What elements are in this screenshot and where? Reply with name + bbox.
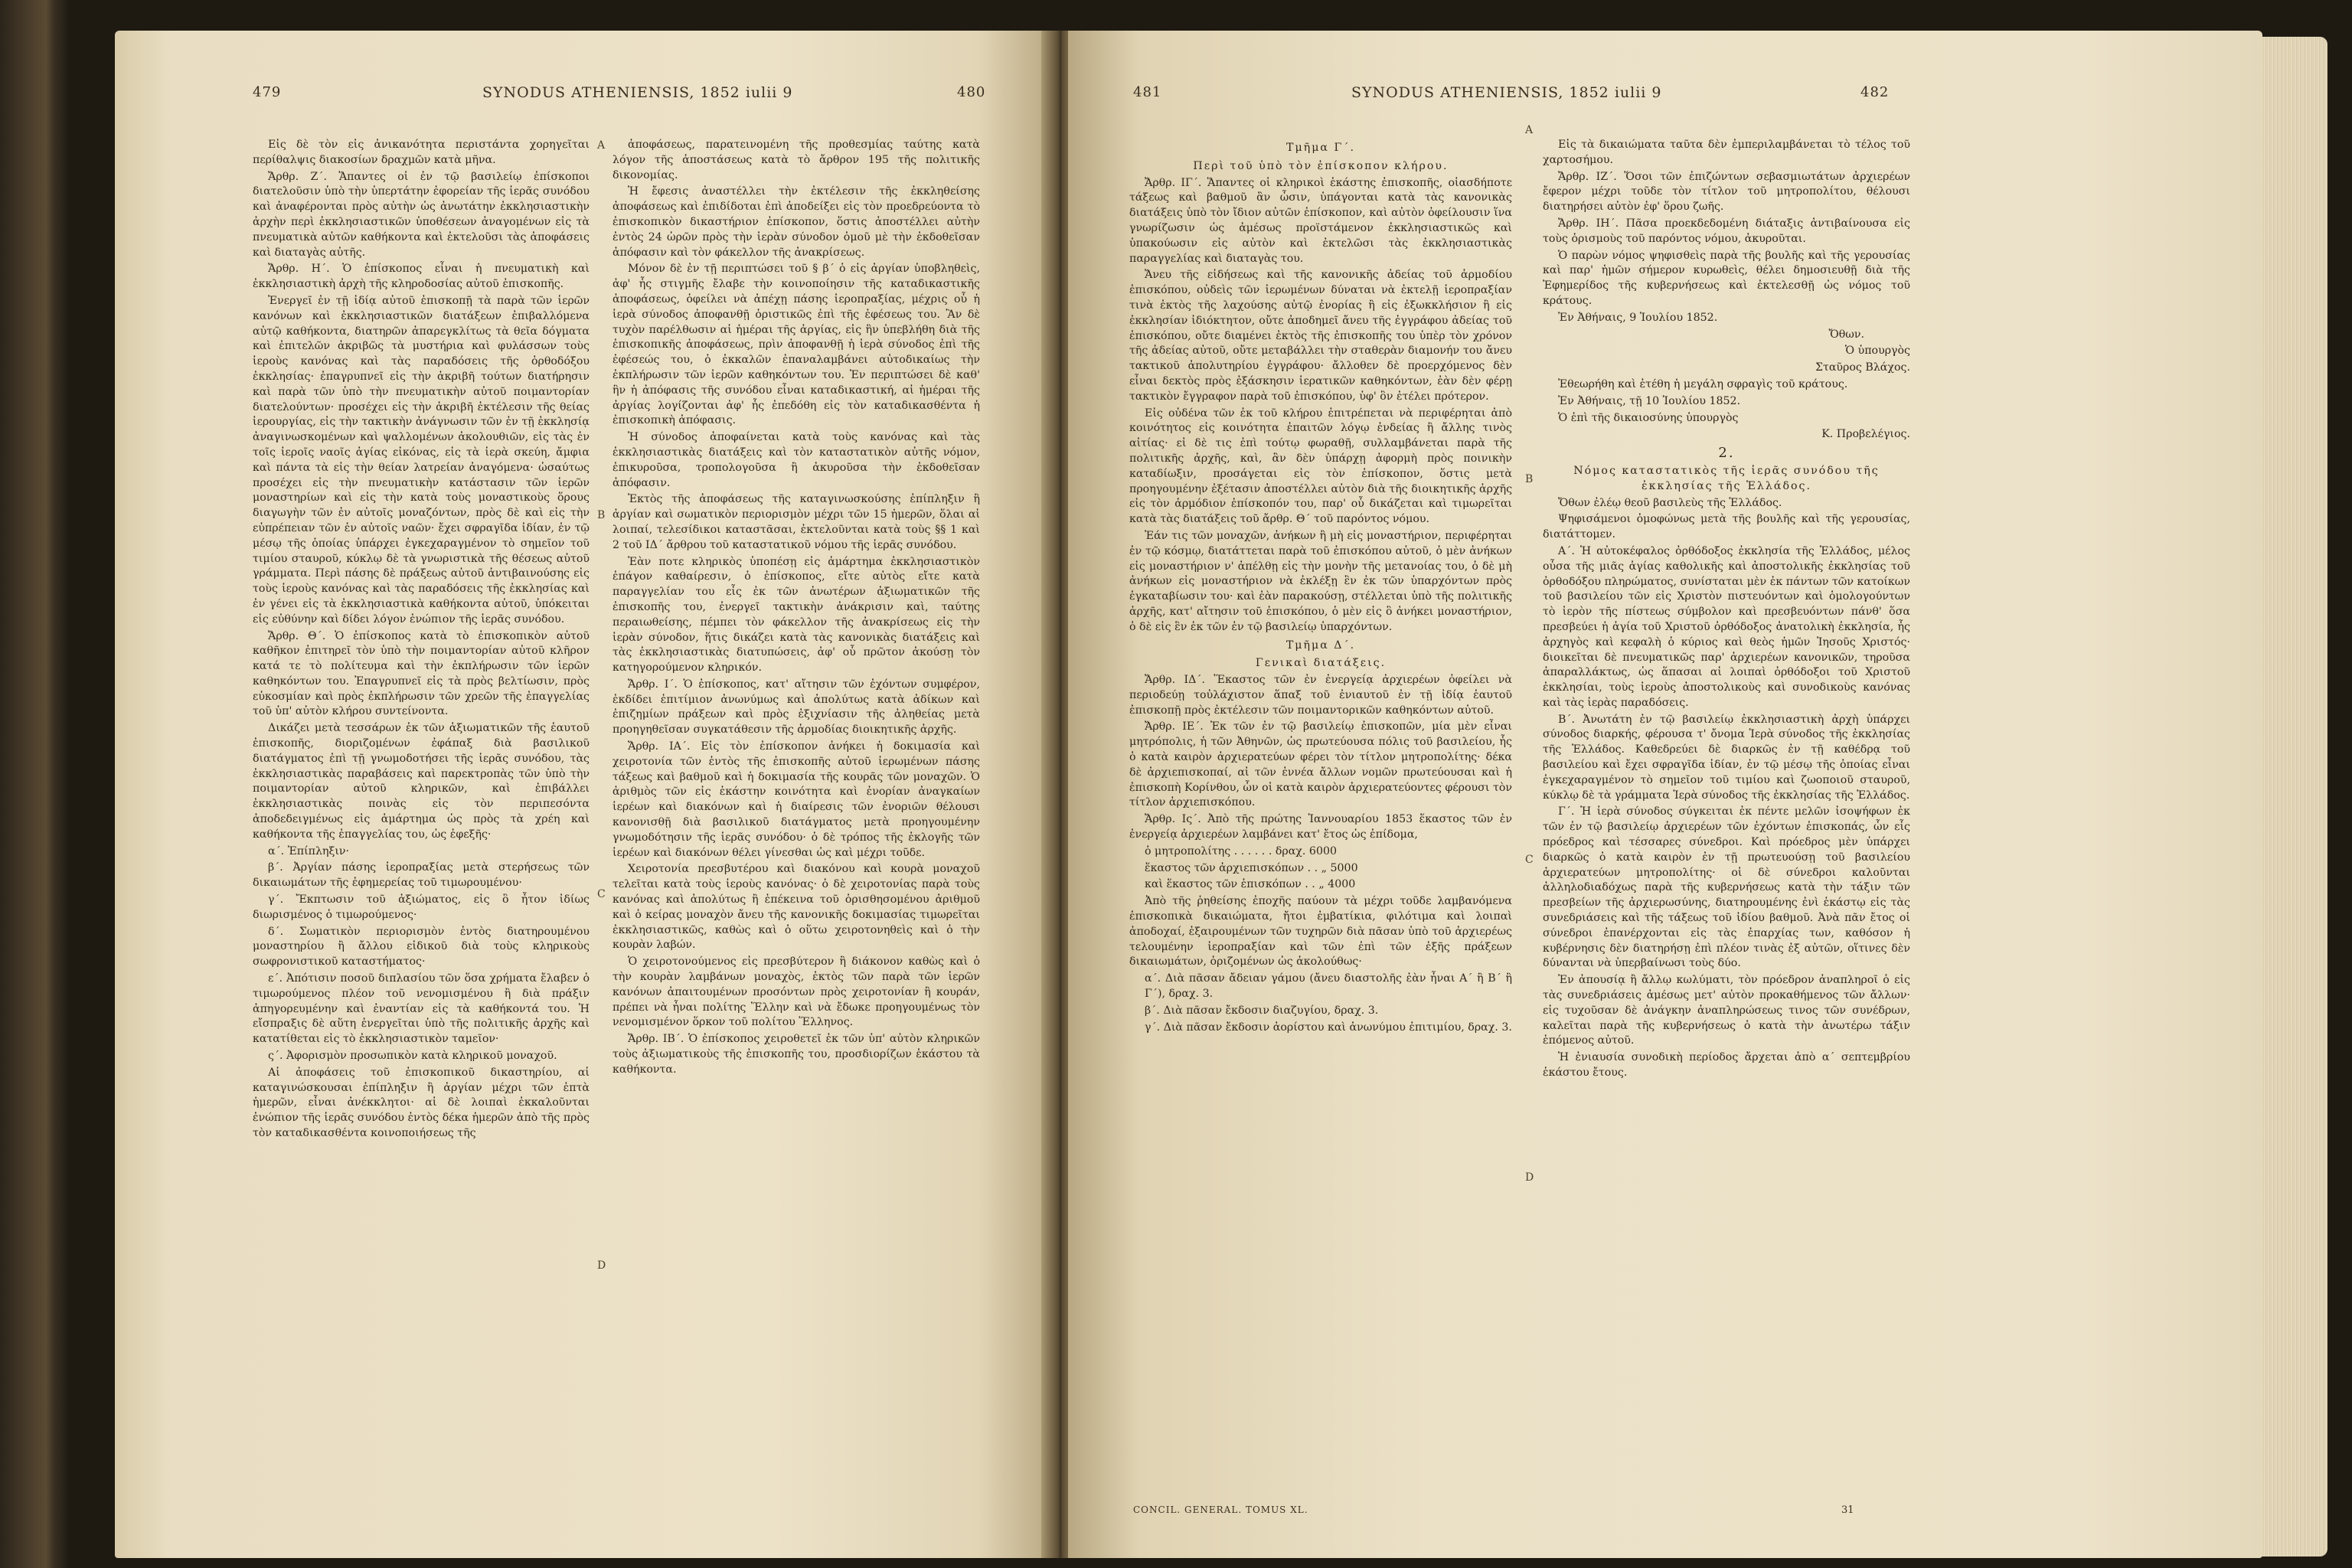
paragraph: Ὄθων ἐλέῳ θεοῦ βασιλεὺς τῆς Ἑλλάδος. — [1558, 496, 1782, 509]
paragraph: ς΄. Ἀφορισμὸν προσωπικὸν κατὰ κληρικοῦ μοναχοῦ. — [268, 1050, 557, 1063]
paragraph: ἀποφάσεως, παρατεινομένη τῆς προθεσμίας ταύτης κατὰ λόγον τῆς ἀποστάσεως κατὰ τὸ ἄρθρον 195 τῆς πολιτικῆς δικονομίας. — [612, 139, 980, 181]
paragraph: Ἄρθρ. Ις΄. Ἀπὸ τῆς πρώτης Ἰαννουαρίου 1853 ἕκαστος τῶν ἐν ἐνεργείᾳ ἀρχιερέων λαμβάνει κατ' ἔτος ὡς ἐπίδομα, — [1129, 813, 1512, 841]
paragraph: Γ΄. Ἡ ἱερὰ σύνοδος σύγκειται ἐκ πέντε μελῶν ἰσοψήφων ἐκ τῶν ἐν τῷ βασιλείῳ ἀρχιερέων τῶν ἐχόντων ἐπισκοπάς, ὧν εἷς πρόεδρος καὶ τέσσαρες σύνεδροι. Καὶ πρόεδρος μὲν ὑπάρχει διαρκῶς ὁ κατὰ καιρὸν ἐν τῇ πρωτευούσῃ τοῦ βασιλείου ἀρχιερατεύων μητροπολίτης· οἱ δὲ σύνεδροι καλοῦνται ἀλληλοδιαδόχως παρὰ τῆς κυβερνήσεως κατὰ τὴν τάξιν τῶν πρεσβείων τῆς ἀρχιερωσύνης, διατηρουμένης ἐνὶ ἑκάστῳ εἰς τὰς συνεδριάσεις καὶ τῆς τάξεως τοῦ ἰδίου βαθμοῦ. Ἀνὰ πᾶν ἔτος οἱ σύνεδροι ἐπανέρχονται εἰς τὰς ἐπαρχίας των, καθόσον ἡ κυβέρνησις δὲν διατηρήσῃ ἐπὶ πλέον τινὰς ἐξ αὐτῶν, οἵτινες δὲν δύνανται νὰ ὑπερβαίνωσι τοὺς δύο. — [1543, 805, 1910, 970]
page-number-481: 481 — [1133, 84, 1162, 100]
section-heading: Νόμος καταστατικὸς τῆς ἱερᾶς συνόδου τῆς ἐκκλησίας τῆς Ἑλλάδος. — [1573, 464, 1880, 492]
paragraph: Ἄρθρ. ΙΒ΄. Ὁ ἐπίσκοπος χειροθετεῖ ἐκ τῶν ὑπ' αὐτὸν κληρικῶν τοὺς ἀξιωματικοὺς τῆς ἐπισκοπῆς του, προσδιορίζων ἑκάστου τὰ καθήκοντα. — [612, 1033, 980, 1076]
list-item: α΄. Διὰ πᾶσαν ἄδειαν γάμου (ἄνευ διαστολῆς ἐὰν ἦναι Α΄ ἢ Β΄ ἢ Γ΄), δραχ. 3. — [1145, 972, 1512, 1001]
margin-letter: C — [597, 888, 606, 900]
paragraph: Β΄. Ἀνωτάτη ἐν τῷ βασιλείῳ ἐκκλησιαστικὴ ἀρχὴ ὑπάρχει σύνοδος διαρκής, φέρουσα τ' ὄνομα Ἱερὰ σύνοδος τῆς ἐκκλησίας τῆς Ἑλλάδος. Καθεδρεύει δὲ διαρκῶς ἐν τῇ καθέδρᾳ τοῦ βασιλείου καὶ ἔχει σφραγῖδα ἰδίαν, ἐν τῷ μέσῳ τῆς ὁποίας εἶναι ἐγκεχαραγμένον τὸ σημεῖον τοῦ τιμίου καὶ ζωοποιοῦ σταυροῦ, κύκλῳ δὲ τὰ γράμματα Ἱερὰ σύνοδος τῆς ἐκκλησίας τῆς Ἑλλάδος. — [1543, 713, 1910, 802]
paragraph: Ὁ ἐπὶ τῆς δικαιοσύνης ὑπουργὸς — [1558, 411, 1739, 424]
paragraph: Ἡ ἐνιαυσία συνοδικὴ περίοδος ἄρχεται ἀπὸ α΄ σεπτεμβρίου ἑκάστου ἔτους. — [1543, 1051, 1910, 1080]
paragraph: Δικάζει μετὰ τεσσάρων ἐκ τῶν ἀξιωματικῶν τῆς ἑαυτοῦ ἐπισκοπῆς, διοριζομένων ἐφάπαξ διὰ βασιλικοῦ διατάγματος ἐπὶ τῇ γνωμοδοτήσει τῆς ἱερᾶς συνόδου, τὰς ἐκκλησιαστικὰς παραβάσεις καὶ παρεκτροπὰς τῶν ὑπὸ τὴν ποιμαντορίαν αὐτοῦ κληρικῶν, καὶ ἐπιβάλλει ἐκκλησιαστικὰς ποινὰς εἰς τὸν περιπεσόντα ἀποδεδειγμένως εἰς ἁμάρτημα ὡς πρὸς τὰ χρέη καὶ καθήκοντα τῆς ἐπαγγελίας του, ὡς ἐφεξῆς· — [253, 722, 590, 841]
paragraph: Ἄρθρ. ΙΕ΄. Ἐκ τῶν ἐν τῷ βασιλείῳ ἐπισκοπῶν, μία μὲν εἶναι μητρόπολις, ἡ τῶν Ἀθηνῶν, ὡς πρωτεύουσα πόλις τοῦ βασιλείου, ἧς ὁ κατὰ καιρὸν ἀρχιερατεύων φέρει τὸν τίτλον μητροπολίτης· δέκα δὲ ἀρχιεπισκοπαί, αἱ τῶν ἐννέα ἄλλων νομῶν πρωτεύουσαι καὶ ἡ ἐπισκοπὴ Κορίνθου, ὧν οἱ κατὰ καιρὸν ἀρχιερατεύοντες φέρουσι τὸν τίτλον ἀρχιεπισκόπου. — [1129, 720, 1512, 809]
list-item: ὁ μητροπολίτης . . . . . . δραχ. 6000 — [1145, 844, 1338, 858]
paragraph: Αἱ ἀποφάσεις τοῦ ἐπισκοπικοῦ δικαστηρίου, αἱ καταγινώσκουσαι ἐπίπληξιν ἢ ἀργίαν μέχρι τῶν ἑπτὰ ἡμερῶν, εἶναι ἀνέκκλητοι· αἱ δὲ λοιπαὶ ἐκκαλοῦνται ἐνώπιον τῆς ἱερᾶς συνόδου ἐντὸς δέκα ἡμερῶν ἀπὸ τῆς πρὸς τὸν καταδικασθέντα κοινοποιήσεως τῆς — [253, 1066, 590, 1139]
section-heading: Τμῆμα Γ΄. — [1286, 142, 1355, 154]
paragraph: Ἄρθρ. ΙΗ΄. Πᾶσα προεκδεδομένη διάταξις ἀντιβαίνουσα εἰς τοὺς ὁρισμοὺς τοῦ παρόντος νόμου, ἀκυροῦται. — [1543, 217, 1910, 245]
signature: Ὄθων. — [1828, 328, 1864, 341]
margin-letter: B — [597, 509, 606, 521]
right-page-column-1 — [1129, 138, 1512, 1037]
margin-letter: D — [597, 1259, 606, 1272]
section-heading: Περὶ τοῦ ὑπὸ τὸν ἐπίσκοπον κλήρου. — [1193, 159, 1449, 172]
paragraph: δ΄. Σωματικὸν περιορισμὸν ἐντὸς διατηρουμένου μοναστηρίου ἢ ἄλλου εἰδικοῦ διὰ τοὺς κληρικοὺς σωφρονιστικοῦ καταστήματος· — [253, 925, 590, 969]
paragraph: Χειροτονία πρεσβυτέρου καὶ διακόνου καὶ κουρὰ μοναχοῦ τελεῖται κατὰ τοὺς ἱεροὺς κανόνας· ὁ δὲ χειροτονίας παρὰ τοὺς κανόνας καὶ ἀπολύτως ἢ ἐπέκεινα τοῦ ὁρισθησομένου ἀριθμοῦ καὶ ὁ κείρας μοναχὸν ἄνευ τῆς κανονικῆς δοκιμασίας τιμωρεῖται ἐκκλησιαστικῶς, καθὼς καὶ ὁ οὕτω χειροτονηθεὶς καὶ ὁ τὴν κουρὰν λαβών. — [612, 863, 980, 952]
paragraph: Μόνον δὲ ἐν τῇ περιπτώσει τοῦ § β΄ ὁ εἰς ἀργίαν ὑποβληθεὶς, ἀφ' ἧς στιγμῆς ἔλαβε τὴν κοινοποίησιν τῆς καταδικαστικῆς ἀποφάσεως, ὀφείλει νὰ ἀπέχῃ πάσης ἱεροπραξίας, μέχρις οὗ ἡ ἱερὰ σύνοδος ἀποφανθῇ ὁριστικῶς ἐπὶ τῆς ἐφέσεως του. Ἂν δὲ τυχὸν παρέλθωσιν αἱ ἡμέραι τῆς ἀργίας, εἰς ἣν ὑπεβλήθη διὰ τῆς ἐπισκοπικῆς ἀποφάσεως, πρὶν ἀποφανθῇ ἡ ἱερὰ σύνοδος ἐπὶ τῆς ἐφέσεώς του, ὁ ἐκκαλῶν ἐπαναλαμβάνει αὐτοδικαίως τὴν ἐκπλήρωσιν τῶν ἱερῶν καθηκόντων του. Ἐν περιπτώσει δὲ καθ' ἣν ἡ ἀπόφασις τῆς συνόδου εἶναι καταδικαστική, αἱ ἡμέραι τῆς ἀργίας λογίζονται ἀφ' ἧς ἐπεδόθη εἰς τὸν καταδικασθέντα ἡ ἐπισκοπικὴ ἀπόφασις. — [612, 263, 980, 427]
paragraph: Ψηφισάμενοι ὁμοφώνως μετὰ τῆς βουλῆς καὶ τῆς γερουσίας, διατάττομεν. — [1543, 513, 1910, 541]
paragraph: Ἐν Ἀθήναις, τῇ 10 Ἰουλίου 1852. — [1558, 394, 1741, 407]
paragraph: Ἄρθρ. Ζ΄. Ἅπαντες οἱ ἐν τῷ βασιλείῳ ἐπίσκοποι διατελοῦσιν ὑπὸ τὴν ὑπερτάτην ἐφορείαν τῆς ἱερᾶς συνόδου καὶ ἀναφέρονται πρὸς αὐτὴν ὡς ἀνωτάτην ἐκκλησιαστικὴν ἀρχὴν περὶ ἐκκλησιαστικῶν ὑποθέσεων ἀναγομένων εἰς τὰ πνευματικὰ αὐτῶν καθήκοντα καὶ ἐκτελοῦσι τὰς ἀποφάσεις καὶ διαταγὰς αὐτῆς. — [253, 170, 590, 259]
document-number: 2. — [1718, 445, 1735, 462]
paragraph: Ἐν Ἀθήναις, 9 Ἰουλίου 1852. — [1558, 311, 1718, 324]
paragraph: Ἐνεργεῖ ἐν τῇ ἰδίᾳ αὐτοῦ ἐπισκοπῇ τὰ παρὰ τῶν ἱερῶν κανόνων καὶ ἐκκλησιαστικῶν διατάξεων ἐπιβαλλόμενα αὐτῷ καθήκοντα, διατηρῶν ἀπαρεγκλίτως τὰ θεῖα δόγματα καὶ ἐπιτελῶν ἀκριβῶς τὰ μυστήρια καὶ φυλάσσων τοὺς ἱεροὺς κανόνας καὶ τὰς παραδόσεις τῆς ὀρθοδόξου ἐκκλησίας· ἐπαγρυπνεῖ εἰς τὴν ἀκριβῆ τούτων διατήρησιν καὶ παρὰ τῶν ὑπὸ τὴν πνευματικὴν αὐτοῦ ποιμαντορίαν διατελούντων· προσέχει εἰς τὴν ἀκριβῆ ἐκτέλεσιν τῆς θείας ἱερουργίας, εἰς τὴν τακτικὴν ἀνάγνωσιν τῶν ἐν τῇ ἐκκλησίᾳ ἀναγινωσκομένων καὶ ψαλλομένων ἀκολουθιῶν, εἰς τὰς ἐν τοῖς ἱεροῖς ναοῖς ἁγίας εἰκόνας, εἰς τὰ ἱερὰ σκεύη, ἄμφια καὶ πάντα τὰ εἰς τὴν θείαν λατρείαν ἀναγόμενα· ὡσαύτως προσέχει εἰς τὴν πνευματικὴν κατάστασιν τῶν ἱερῶν μοναστηρίων καὶ εἰς τὴν κατὰ τοὺς μοναστικοὺς ὅρους διαγωγὴν τῶν ἐν αὐτοῖς μοναζόντων, πρὸς δὲ καὶ εἰς τὴν εὐπρέπειαν τῶν ἐν αὐτοῖς ναῶν· ἔχει σφραγῖδα ἰδίαν, ἐν τῷ μέσῳ τῆς ὁποίας ὑπάρχει ἐγκεχαραγμένον τὸ σημεῖον τοῦ τιμίου σταυροῦ, κύκλῳ δὲ τὰ γνωριστικὰ τῆς θέσεως αὐτοῦ γράμματα. Περὶ πάσης δὲ πράξεως αὐτοῦ ἀντιβαινούσης εἰς τοὺς ἱεροὺς κανόνας καὶ τὰς παραδόσεις τῆς ἐκκλησίας καὶ ἐν γένει εἰς τὰ ἐκκλησιαστικὰ καθήκοντα αὐτοῦ, ὑπόκειται εἰς εὐθύνην καὶ δίδει λόγον ἐνώπιον τῆς ἱερᾶς συνόδου. — [253, 294, 590, 626]
signature-line: Σταῦρος Βλάχος. — [1815, 361, 1910, 374]
paragraph: Ἡ ἔφεσις ἀναστέλλει τὴν ἐκτέλεσιν τῆς ἐκκληθείσης ἀποφάσεως καὶ ἐπιδίδοται ἐπὶ ἀποδείξει εἰς τὸν προεδρεύοντα τὸ ἐπισκοπικὸν δικαστήριον ἐπίσκοπον, ὅστις ἀποστέλλει αὐτὴν ἐντὸς 24 ὡρῶν πρὸς τὴν ἱερὰν σύνοδον ὁμοῦ μὲ τὴν ἐκδοθεῖσαν ἀπόφασιν καὶ τὸν φάκελλον τῆς ἀνακρίσεως. — [612, 185, 980, 259]
signature-line: Κ. Προβελέγιος. — [1821, 428, 1910, 441]
paragraph: Εἰς τὰ δικαιώματα ταῦτα δὲν ἐμπεριλαμβάνεται τὸ τέλος τοῦ χαρτοσήμου. — [1543, 139, 1910, 166]
paragraph: Ἀπὸ τῆς ῥηθείσης ἐποχῆς παύουν τὰ μέχρι τοῦδε λαμβανόμενα ἐπισκοπικὰ δικαιώματα, ἤτοι ἐμβατίκια, φιλότιμα καὶ λοιπαὶ ἀποδοχαί, ἐξαιρουμένων τῶν τυχηρῶν διὰ πᾶσαν ὑπὸ τοῦ ἀρχιερέως τελουμένην ἱεροπραξίαν καὶ τῶν ἐπὶ τῶν ἐξῆς πράξεων δικαιωμάτων, ὁριζομένων ὡς ἀκολούθως· — [1129, 895, 1512, 969]
left-page — [115, 31, 1053, 1558]
paragraph: Ἄρθρ. Θ΄. Ὁ ἐπίσκοπος κατὰ τὸ ἐπισκοπικὸν αὐτοῦ καθῆκον ἐπιτηρεῖ τὸν ὑπὸ τὴν ποιμαντορίαν αὐτοῦ κλῆρον κατά τε τὸ πολίτευμα καὶ τὴν ἐκπλήρωσιν τῶν ἱερῶν καθηκόντων του. Ἐπαγρυπνεῖ εἰς τὰ πρὸς βελτίωσιν, πρὸς εὐκοσμίαν καὶ πρὸς ἐκπλήρωσιν τῶν χρεῶν τῆς ἐπαγγελίας τοῦ ὑπ' αὐτὸν κλήρου συντείνοντα. — [253, 629, 590, 718]
paragraph: α΄. Ἐπίπληξιν· — [268, 844, 350, 858]
left-page-column-1 — [253, 138, 590, 1143]
paragraph: Ὁ χειροτονούμενος εἰς πρεσβύτερον ἢ διάκονον καθὼς καὶ ὁ τὴν κουρὰν λαμβάνων μοναχὸς, ἐκτὸς τῶν παρὰ τῶν ἱερῶν κανόνων ἀπαιτουμένων προσόντων πρὸς χειροτονίαν ἢ κουράν, πρέπει νὰ ἦναι πολίτης Ἕλλην καὶ νὰ ἔδωκε προηγουμένως τὸν νενομισμένον ὅρκον τοῦ πολίτου Ἕλληνος. — [612, 956, 980, 1029]
right-page — [1068, 31, 2262, 1558]
paragraph: Ἄρθρ. ΙΔ΄. Ἕκαστος τῶν ἐν ἐνεργείᾳ ἀρχιερέων ὀφείλει νὰ περιοδεύῃ τοὐλάχιστον ἅπαξ τοῦ ἐνιαυτοῦ ἐν τῇ ἰδίᾳ ἑαυτοῦ ἐπισκοπῇ πρὸς ἐκτέλεσιν τῶν ποιμαντορικῶν καθηκόντων αὐτοῦ. — [1129, 674, 1512, 717]
paragraph: Ὁ παρὼν νόμος ψηφισθεὶς παρὰ τῆς βουλῆς καὶ τῆς γερουσίας καὶ παρ' ἡμῶν σήμερον κυρωθεὶς, θέλει δημοσιευθῇ διὰ τῆς Ἐφημερίδος τῆς κυβερνήσεως καὶ ἐκτελεσθῇ ὡς νόμος τοῦ κράτους. — [1543, 249, 1910, 307]
paragraph: γ΄. Ἔκπτωσιν τοῦ ἀξιώματος, εἰς ὃ ἦτον ἰδίως διωρισμένος ὁ τιμωρούμενος· — [253, 893, 590, 921]
margin-letter: D — [1525, 1171, 1534, 1184]
paragraph: Ἡ σύνοδος ἀποφαίνεται κατὰ τοὺς κανόνας καὶ τὰς ἐκκλησιαστικὰς διατάξεις καὶ τὸν καταστατικὸν αὐτῆς νόμον, ἐπικυροῦσα, τροπολογοῦσα ἢ ἀκυροῦσα τὴν ἐκδοθεῖσαν ἀπόφασιν. — [612, 431, 980, 489]
list-item: ἕκαστος τῶν ἀρχιεπισκόπων . . „ 5000 — [1145, 861, 1358, 874]
page-footer: CONCIL. GENERAL. TOMUS XL. — [1133, 1504, 1308, 1515]
sheet-number: 31 — [1841, 1504, 1854, 1516]
paragraph: Ἐν ἀπουσίᾳ ἢ ἄλλῳ κωλύματι, τὸν πρόεδρον ἀναπληροῖ ὁ εἰς τὰς συνεδριάσεις ἀμέσως μετ' αὐτὸν προκαθήμενος τῶν ἄλλων· εἰς τυχοῦσαν δὲ ἀνάγκην ἀναπληρώσεως τινος τῶν συνέδρων, καλεῖται παρὰ τῆς κυβερνήσεως ὁ κατὰ τὴν ἀνωτέρω τάξιν ἑπόμενος αὐτοῦ. — [1543, 974, 1910, 1047]
paragraph: Εἰς οὐδένα τῶν ἐκ τοῦ κλήρου ἐπιτρέπεται νὰ περιφέρηται ἀπὸ κοινότητος εἰς κοινότητα ἐπαιτῶν λόγῳ ἐνδείας ἢ ἄλλης τινὸς αἰτίας· εἰ δὲ τις ἐπὶ τούτῳ φωραθῇ, συλλαμβάνεται παρὰ τῆς πολιτικῆς ἀρχῆς, καὶ, ἂν δὲν ὑπάρχῃ ἀφορμὴ πρὸς ποινικὴν καταδίωξιν, προσάγεται εἰς τὸν ἐπίσκοπον, ὅστις μετὰ προηγουμένην ἐξέτασιν ἀποστέλλει αὐτὸν διὰ τῆς διοικητικῆς ἀρχῆς εἰς τὸν ἁρμόδιον ἐπίσκοπόν του, παρ' οὗ δικάζεται καὶ τιμωρεῖται κατὰ τὰς διατάξεις τοῦ ἄρθρ. Θ΄ τοῦ παρόντος νόμου. — [1129, 407, 1513, 526]
margin-letter: A — [597, 139, 606, 152]
paragraph: Ἐάν τις τῶν μοναχῶν, ἀνήκων ἢ μὴ εἰς μοναστήριον, περιφέρηται ἐν τῷ κόσμῳ, διατάττεται παρὰ τοῦ ἐπισκόπου αὐτοῦ, ὁ μὲν ἀνήκων εἰς μοναστήριον ν' ἀπέλθῃ εἰς τὴν μονὴν τῆς μετανοίας του, ὁ δὲ μὴ ἀνήκων εἰς μοναστήριον νὰ ἐκλέξῃ ἓν ἐκ τῶν ὑπαρχόντων πρὸς ἐγκαταβίωσιν του· καὶ ἐὰν παρακούσῃ, στέλλεται ὑπὸ τῆς πολιτικῆς ἀρχῆς, κατ' αἴτησιν τοῦ ἐπισκόπου, ὁ μὲν εἰς ὃ ἀνήκει μοναστήριον, ὁ δὲ εἰς ἓν ἐκ τῶν ἐν τῷ βασιλείῳ ὑπαρχόντων. — [1129, 529, 1512, 633]
paragraph: Ἄρθρ. ΙΑ΄. Εἰς τὸν ἐπίσκοπον ἀνήκει ἡ δοκιμασία καὶ χειροτονία τῶν ἐντὸς τῆς ἐπισκοπῆς αὐτοῦ ἱερωμένων πάσης τάξεως καὶ βαθμοῦ καὶ ἡ δοκιμασία τῆς κουρᾶς τῶν μοναχῶν. Ὁ ἀριθμὸς τῶν εἰς ἑκάστην κοινότητα καὶ ἐνορίαν ἀναγκαίων ἱερέων καὶ διακόνων καὶ ἡ διαίρεσις τῶν ἐνοριῶν θέλουσι κανονισθῇ διὰ βασιλικοῦ διατάγματος μετὰ προηγουμένην γνωμοδότησιν τῆς ἱερᾶς συνόδου· ὁ δὲ τρόπος τῆς ἐκλογῆς τῶν ἱερέων καὶ διακόνων θέλει γίνεσθαι ὡς καὶ μέχρι τοῦδε. — [612, 740, 980, 859]
page-number-479: 479 — [253, 84, 282, 100]
margin-letter: B — [1525, 473, 1534, 485]
paragraph: β΄. Ἀργίαν πάσης ἱεροπραξίας μετὰ στερήσεως τῶν δικαιωμάτων τῆς ἐφημερείας τοῦ τιμωρουμένου· — [253, 861, 590, 890]
paragraph: Ἐθεωρήθη καὶ ἐτέθη ἡ μεγάλη σφραγὶς τοῦ κράτους. — [1558, 377, 1848, 390]
section-heading: Τμῆμα Δ΄. — [1285, 639, 1356, 652]
right-page-column-2 — [1543, 138, 1910, 1083]
paragraph: Ἐκτὸς τῆς ἀποφάσεως τῆς καταγινωσκούσης ἐπίπληξιν ἢ ἀργίαν καὶ σωματικὸν περιορισμὸν μέχρι τῶν 15 ἡμερῶν, ὅλαι αἱ λοιπαί, τελεσίδικοι καταστᾶσαι, ἐκτελοῦνται κατὰ τοὺς §§ 1 καὶ 2 τοῦ ΙΔ΄ ἄρθρου τοῦ καταστατικοῦ νόμου τῆς ἱερᾶς συνόδου. — [612, 493, 980, 551]
paragraph: Ἄρθρ. Η΄. Ὁ ἐπίσκοπος εἶναι ἡ πνευματικὴ καὶ ἐκκλησιαστικὴ ἀρχὴ τῆς κληροδοσίας αὐτοῦ ἐπισκοπῆς. — [253, 263, 590, 291]
left-page-column-2 — [612, 138, 980, 1080]
paragraph: Εἰς δὲ τὸν εἰς ἀνικανότητα περιστάντα χορηγεῖται περίθαλψις διακοσίων δραχμῶν κατὰ μῆνα. — [253, 139, 590, 166]
page-number-480: 480 — [957, 84, 986, 100]
signature-line: Ὁ ὑπουργὸς — [1844, 345, 1910, 358]
list-item: καὶ ἕκαστος τῶν ἐπισκόπων . . „ 4000 — [1145, 878, 1356, 891]
page-number-482: 482 — [1860, 84, 1890, 100]
margin-letter: A — [1525, 124, 1534, 136]
paragraph: Ἄρθρ. Ι΄. Ὁ ἐπίσκοπος, κατ' αἴτησιν τῶν ἐχόντων συμφέρον, ἐκδίδει ἐπιτίμιον ἀνωνύμως καὶ ἀπολύτως κατὰ ἀδίκων καὶ ἐπιζημίων πράξεων καὶ πρὸς ἐξιχνίασιν τῆς ἀληθείας μετὰ προηγηθεῖσαν συγκατάθεσιν τῆς ἁρμοδίας διοικητικῆς ἀρχῆς. — [612, 678, 980, 737]
margin-letter: C — [1525, 854, 1534, 866]
paragraph: Α΄. Ἡ αὐτοκέφαλος ὀρθόδοξος ἐκκλησία τῆς Ἑλλάδος, μέλος οὖσα τῆς μιᾶς ἁγίας καθολικῆς καὶ ἀποστολικῆς ἐκκλησίας τοῦ ὀρθοδόξου πληρώματος, συνίσταται μὲν ἐκ πάντων τῶν κατοίκων τοῦ βασιλείου τῶν εἰς Χριστὸν πιστευόντων καὶ ὁμολογούντων τὸ ἱερὸν τῆς πίστεως σύμβολον καὶ πρεσβευόντων πάνθ' ὅσα πρεσβεύει ἡ ἁγία τοῦ Χριστοῦ ὀρθόδοξος ἀνατολικὴ ἐκκλησία, ἧς ἀρχηγὸς καὶ κεφαλὴ ὁ κύριος καὶ θεὸς ἡμῶν Ἰησοῦς Χριστός· διοικεῖται δὲ πνευματικῶς παρ' ἀρχιερέων κανονικῶν, τηροῦσα ἀπαραλλάκτως, ὡς ἅπασαι αἱ λοιπαὶ ὀρθόδοξοι τοῦ Χριστοῦ ἐκκλησίαι, τοὺς ἱεροὺς ἀποστολικοὺς καὶ συνοδικοὺς κανόνας καὶ τὰς ἱερὰς παραδόσεις. — [1543, 544, 1910, 709]
paragraph: Ἄρθρ. ΙΖ΄. Ὅσοι τῶν ἐπιζώντων σεβασμιωτάτων ἀρχιερέων ἔφερον μέχρι τοῦδε τὸν τίτλον τοῦ μητροπολίτου, θέλουσι διατηρήσει αὐτὸν ἐφ' ὅρου ζωῆς. — [1543, 170, 1910, 214]
running-title: SYNODUS ATHENIENSIS, 1852 iulii 9 — [482, 84, 793, 101]
section-heading: Γενικαὶ διατάξεις. — [1255, 657, 1387, 670]
paragraph: Ἄρθρ. ΙΓ΄. Ἅπαντες οἱ κληρικοὶ ἑκάστης ἐπισκοπῆς, οἱασδήποτε τάξεως καὶ βαθμοῦ ἂν ὦσιν, ὑπάγονται κατὰ τὰς κανονικὰς διατάξεις ὑπὸ τὸν ἴδιον αὐτῶν ἐπίσκοπον, καὶ αὐτὸν ὀφείλουσιν ἵνα γνωρίζωσιν ὡς ἀμέσως προϊστάμενον ἐκκλησιαστικῶς καὶ ὑπακούωσιν εἰς αὐτὸν καὶ ἐκτελῶσι τὰς ἐκκλησιαστικὰς παραγγελίας καὶ διαταγὰς του. — [1129, 176, 1512, 265]
list-item: γ΄. Διὰ πᾶσαν ἔκδοσιν ἀορίστου καὶ ἀνωνύμου ἐπιτιμίου, δραχ. 3. — [1145, 1021, 1512, 1034]
paragraph: Ἐὰν ποτε κληρικὸς ὑποπέσῃ εἰς ἁμάρτημα ἐκκλησιαστικὸν ἐπάγον καθαίρεσιν, ὁ ἐπίσκοπος, εἴτε αὐτὸς εἴτε κατὰ παραγγελίαν του εἷς ἐκ τῶν ἀνωτέρων ἀξιωματικῶν τῆς ἐπισκοπῆς του, ἐνεργεῖ τακτικὴν ἀνάκρισιν καὶ, ταύτης περαιωθείσης, πέμπει τὸν φάκελλον τῆς ἀνακρίσεως εἰς τὴν ἱερὰν σύνοδον, ἥτις δικάζει κατὰ τὰς κανονικὰς διατάξεις καὶ τὰς ἐκκλησιαστικὰς διατυπώσεις, ἀφ' οὗ πρῶτον ἀκούσῃ τὸν κατηγορούμενον κληρικόν. — [612, 555, 980, 675]
list-item: β΄. Διὰ πᾶσαν ἔκδοσιν διαζυγίου, δραχ. 3. — [1145, 1004, 1379, 1017]
running-title: SYNODUS ATHENIENSIS, 1852 iulii 9 — [1351, 84, 1662, 101]
page-edges — [2259, 37, 2328, 1557]
paragraph: Ἄνευ τῆς εἰδήσεως καὶ τῆς κανονικῆς ἀδείας τοῦ ἁρμοδίου ἐπισκόπου, οὐδεὶς τῶν ἱερωμένων δύναται νὰ ἐκτελῇ ἱεροπραξίαν τινὰ ἐκτὸς τῆς λαχούσης αὐτῷ ἐνορίας ἢ εἰς ἐξωκκλήσιον ἢ εἰς ἐκκλησίαν ἰδιόκτητον, οὔτε ἀποδημεῖ ἄνευ τῆς ἐγγράφου ἀδείας τοῦ ἐπισκόπου, οὔτε διαμένει ἐκτὸς τῆς ἐπισκοπῆς του ὑπὲρ τὸν χρόνον τῆς ἀδείας αὐτοῦ, οὔτε μεταβάλλει τὴν σταθερὰν διαμονήν του ἄνευ τακτικοῦ ἀπολυτηρίου ἐγγράφου· ἄλλοθεν δὲ προερχόμενος δὲν εἶναι δεκτὸς πρὸς ἐξάσκησιν ἱερατικῶν καθηκόντων, ἐὰν δὲν φέρῃ τακτικὸν ἔγγραφον παρὰ τοῦ ἐπισκόπου, ὑφ' ὃν ἐτέλει πρότερον. — [1129, 269, 1512, 403]
paragraph: ε΄. Ἀπότισιν ποσοῦ διπλασίου τῶν ὅσα χρήματα ἔλαβεν ὁ τιμωρούμενος πλέον τοῦ νενομισμένου ἢ διὰ πράξιν ἀπηγορευμένην καὶ ἐναντίαν εἰς τὰ καθήκοντά του. Ἡ εἴσπραξις δὲ αὕτη ἐνεργεῖται ὑπὸ τῆς πολιτικῆς ἀρχῆς καὶ κατατίθεται εἰς τὸ ἐκκλησιαστικὸν ταμεῖον· — [253, 972, 590, 1046]
